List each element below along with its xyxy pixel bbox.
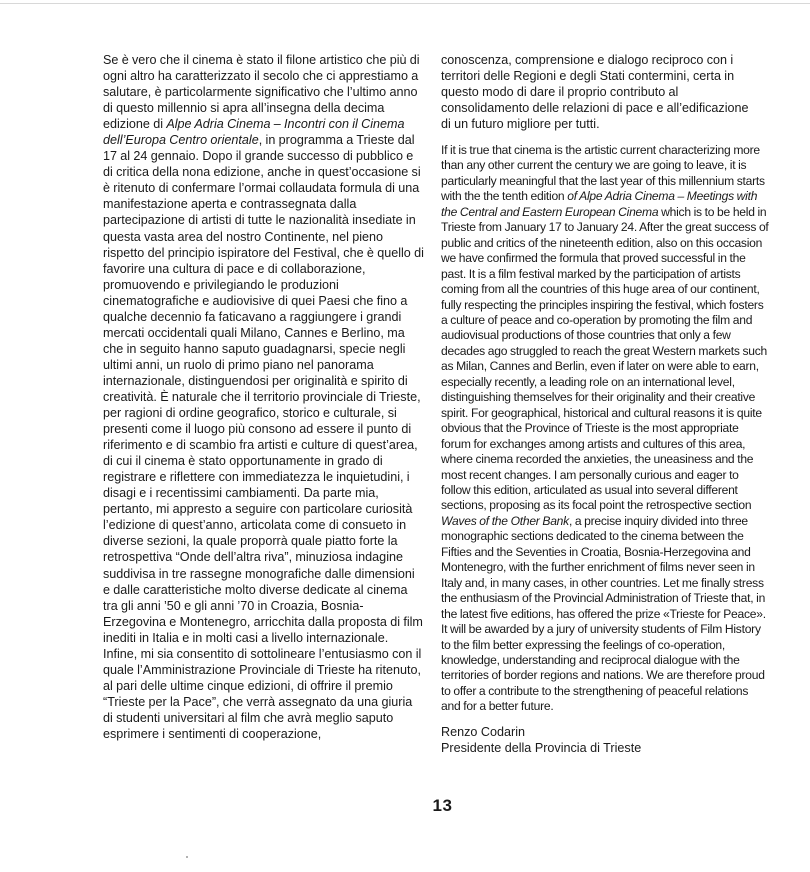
page-number: 13: [432, 796, 453, 815]
festival-title-italian: Alpe Adria Cinema – Incontri con il Cinema dell’Europa Centro orientale: [103, 117, 405, 148]
signature-name: Renzo Codarin: [441, 725, 526, 739]
italian-text-continuation: conoscenza, comprensione e dialogo reciproco con i territori delle Regioni e degli Stati contermini, certa in questo modo di dare il proprio contributo al consolidamento delle relazioni di pace e all’edificazione di un futuro migliore per tutti.: [441, 53, 749, 132]
top-rule: [0, 3, 810, 4]
festival-title-english: of Alpe Adria Cinema – Meetings with the Central and Eastern European Cinema: [441, 189, 758, 219]
italian-text-part: Se è vero che il cinema è stato il filone artistico che più di ogni altro ha caratterizzato il secolo che ci apprestiamo a salutare, è particolarmente significativo che l’ultimo anno di questo millennio si apra all’insegna della decima edizione di: [103, 53, 420, 132]
italian-text-column: [103, 52, 425, 742]
english-text-part: which is to be held in Trieste from January 17 to January 24. After the great success of public and critics of the nineteenth edition, also on this occasion we have confirmed the formula that proved successful in the past. It is a film festival marked by the participation of artists coming from all the countries of this huge area of our continent, fully respecting the principles inspiring the festival, which fosters a culture of peace and co-operation by promoting the film and audiovisual productions of those countries that only a few decades ago struggled to reach the great Western markets such as Milan, Cannes and Berlin, even if later on were able to earn, especially recently, a leading role on an international level, distinguishing themselves for their originality and their creative spirit. For geographical, historical and cultural reasons it is quite obvious that the Province of Trieste is the most appropriate forum for exchanges among artists and cultures of this area, where cinema recorded the anxieties, the uneasiness and the most recent changes. I am personally curious and eager to follow this edition, articulated as usual into several different sections, proposing as its focal point the retrospective section: [441, 204, 769, 513]
retrospective-title-english: Waves of the Other Bank: [441, 513, 569, 528]
english-text-part: , a precise inquiry divided into three monographic sections dedicated to the cinema between the Fifties and the Seventies in Croatia, Bosnia-Herzegovina and Montenegro, with the further enrichment of films never seen in Italy and, in many cases, in other countries. Let me finally stress the enthusiasm of the Provincial Administration of Trieste that, in the latest five editions, has offered the prize «Trieste for Peace». It will be awarded by a jury of university students of Film History to the film better expressing the feelings of co-operation, knowledge, understanding and reciprocal dialogue with the territories of border regions and nations. We are therefore proud to offer a contribute to the strengthening of peaceful relations and for a better future.: [441, 513, 766, 714]
english-text-part: If it is true that cinema is the artistic current characterizing more than any other current the century we are going to leave, it is particularly meaningful that the last year of this millennium starts with the the tenth edition: [441, 143, 765, 204]
italian-text-part: , in programma a Trieste dal 17 al 24 gennaio. Dopo il grande successo di pubblico e di critica della nona edizione, anche in quest’occasione si è ritenuto di confermare l’ormai collaudata formula di una manifestazione aperta e contrassegnata dalla partecipazione di artisti di tutte le nazionalità insediate in questa vasta area del nostro Continente, nel pieno rispetto del principio ispiratore del Festival, che è quello di favorire una cultura di pace e di collaborazione, promuovendo e privilegiando le produzioni cinematografiche e audiovisive di quei Paesi che fino a qualche decennio fa faticavano a raggiungere i grandi mercati occidentali quali Milano, Cannes e Berlino, ma che in seguito hanno saputo guadagnarsi, specie negli ultimi anni, un ruolo di primo piano nel panorama internazionale, distinguendosi per originalità e spirito di creatività. È naturale che il territorio provinciale di Trieste, per ragioni di ordine geografico, storico e culturale, si presenti come il luogo più consono ad essere il punto di riferimento e di scambio fra artisti e culture di quest’area, di cui il cinema è stato opportunamente in grado di registrare e riflettere con immediatezza le inquietudini, i disagi e i recentissimi cambiamenti. Da parte mia, pertanto, mi appresto a seguire con particolare curiosità l’edizione di quest’anno, articolata come di consueto in diverse sezioni, la quale proporrà quale piatto forte la retrospettiva “Onde dell’altra riva”, minuziosa indagine suddivisa in tre rassegne monografiche dalle dimensioni e dalle caratteristiche molto diverse dedicate al cinema tra gli anni ’50 e gli anni ’70 in Croazia, Bosnia-Erzegovina e Montenegro, arricchita dalla proposta di film inediti in Italia e in molti casi a livello internazionale. Infine, mi sia consentito di sottolineare l’entusiasmo con il quale l’Amministrazione Provinciale di Trieste ha ritenuto, al pari delle ultime cinque edizioni, di offrire il premio “Trieste per la Pace”, che verrà assegnato da una giuria di studenti universitari al film che avrà meglio saputo esprimere i sentimenti di cooperazione,: [103, 133, 424, 741]
english-text-column: [441, 143, 769, 715]
scan-speck: [186, 856, 188, 858]
signature-role: Presidente della Provincia di Trieste: [441, 741, 642, 755]
